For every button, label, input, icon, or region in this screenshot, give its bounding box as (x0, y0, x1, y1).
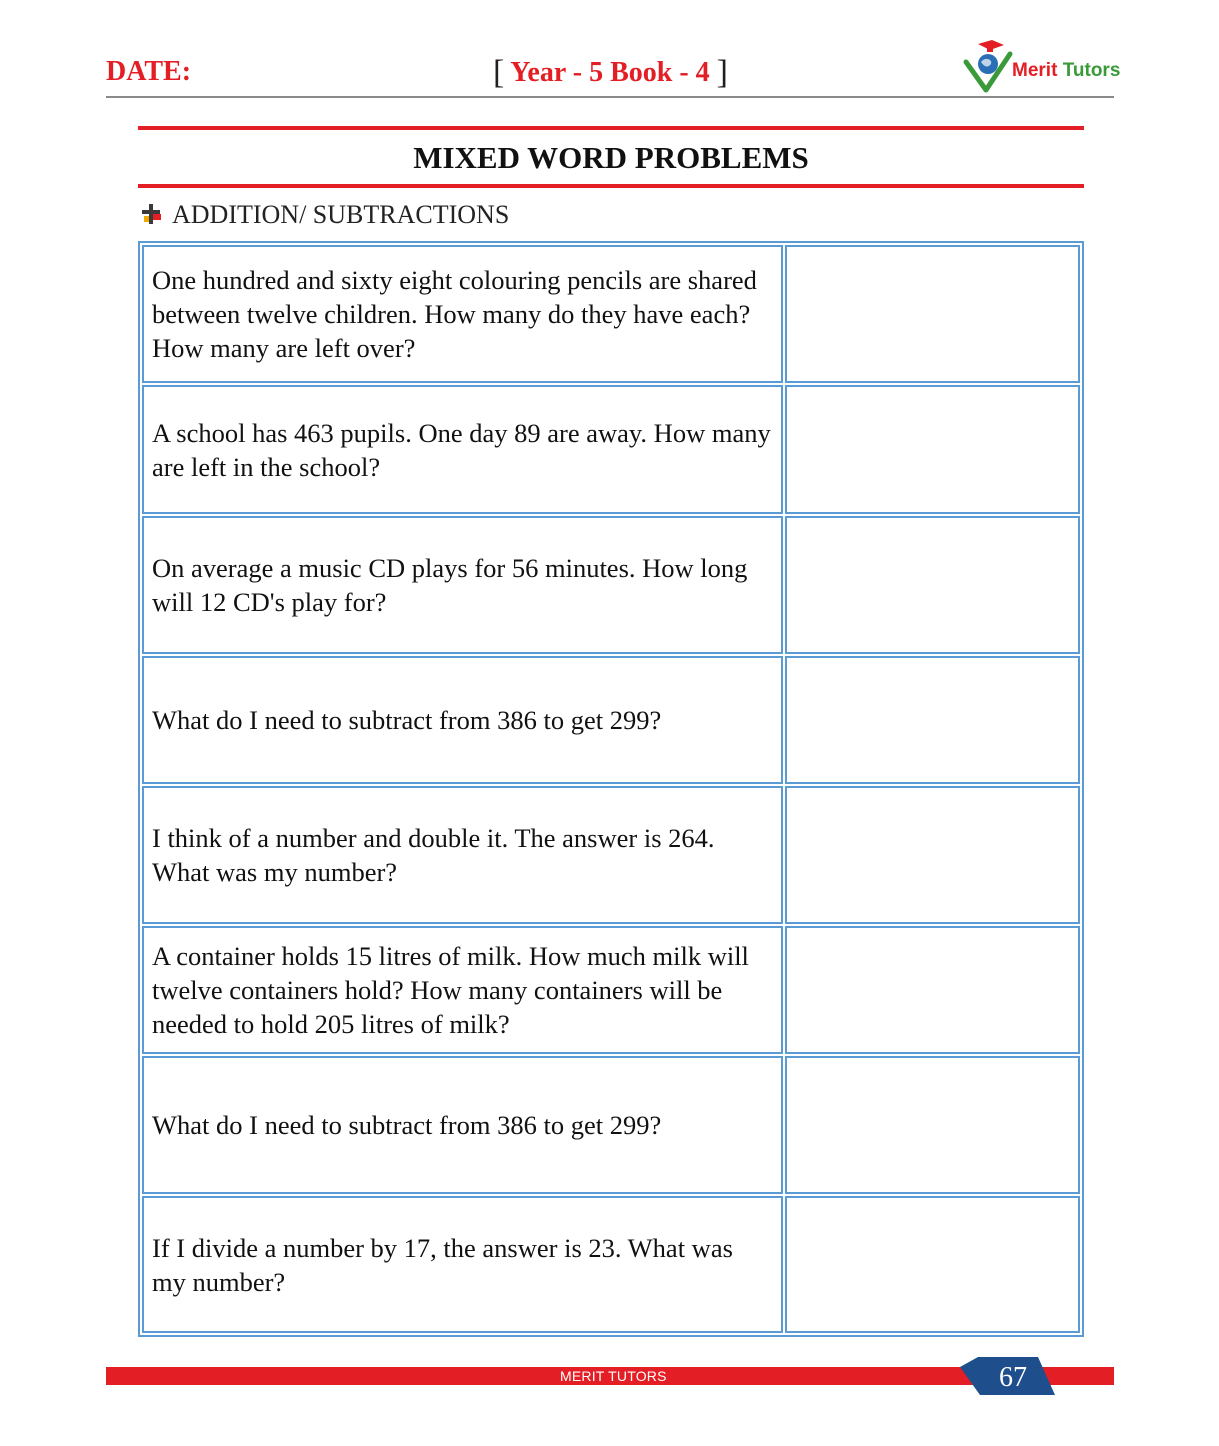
question-cell: What do I need to subtract from 386 to get 299? (142, 1056, 783, 1194)
section-heading (140, 200, 509, 230)
plus-bullet-icon (140, 204, 164, 226)
question-cell: I think of a number and double it. The answer is 264. What was my number? (142, 786, 783, 924)
question-cell: One hundred and sixty eight colouring pencils are shared between twelve children. How many do they have each? How many are left over? (142, 245, 783, 383)
book-label: Year - 5 Book - 4 (510, 57, 710, 88)
answer-cell[interactable] (785, 245, 1080, 383)
logo-merit: Merit (1012, 60, 1058, 81)
bracket-open: [ (493, 54, 505, 91)
answer-cell[interactable] (785, 786, 1080, 924)
problems-table (138, 241, 1084, 1337)
answer-cell[interactable] (785, 656, 1080, 784)
table-row (142, 385, 1080, 514)
question-cell: On average a music CD plays for 56 minutes. How long will 12 CD's play for? (142, 516, 783, 654)
question-cell: A container holds 15 litres of milk. How much milk will twelve containers hold? How many containers will be needed to hold 205 litres of milk? (142, 926, 783, 1054)
question-cell: What do I need to subtract from 386 to get 299? (142, 656, 783, 784)
table-row (142, 656, 1080, 784)
bracket-close: ] (716, 54, 728, 91)
answer-cell[interactable] (785, 1056, 1080, 1194)
question-cell: If I divide a number by 17, the answer is 23. What was my number? (142, 1196, 783, 1333)
table-row (142, 1056, 1080, 1194)
title-rule-top (138, 126, 1084, 130)
table-row (142, 926, 1080, 1054)
table-row (142, 1196, 1080, 1333)
title-rule-bottom (138, 184, 1084, 188)
table-row (142, 516, 1080, 654)
date-label: DATE: (106, 56, 192, 87)
answer-cell[interactable] (785, 926, 1080, 1054)
answer-cell[interactable] (785, 1196, 1080, 1333)
section-label: ADDITION/ SUBTRACTIONS (172, 200, 510, 229)
table-row (142, 245, 1080, 383)
footer-brand: MERIT TUTORS (560, 1368, 667, 1384)
header-divider (106, 96, 1114, 98)
book-label-group (493, 52, 728, 90)
answer-cell[interactable] (785, 516, 1080, 654)
page-number: 67 (999, 1362, 1027, 1393)
table-row (142, 786, 1080, 924)
question-cell: A school has 463 pupils. One day 89 are away. How many are left in the school? (142, 385, 783, 514)
answer-cell[interactable] (785, 385, 1080, 514)
logo-tutors: Tutors (1062, 60, 1121, 81)
logo-text (1012, 60, 1120, 82)
page-title: MIXED WORD PROBLEMS (413, 140, 809, 175)
